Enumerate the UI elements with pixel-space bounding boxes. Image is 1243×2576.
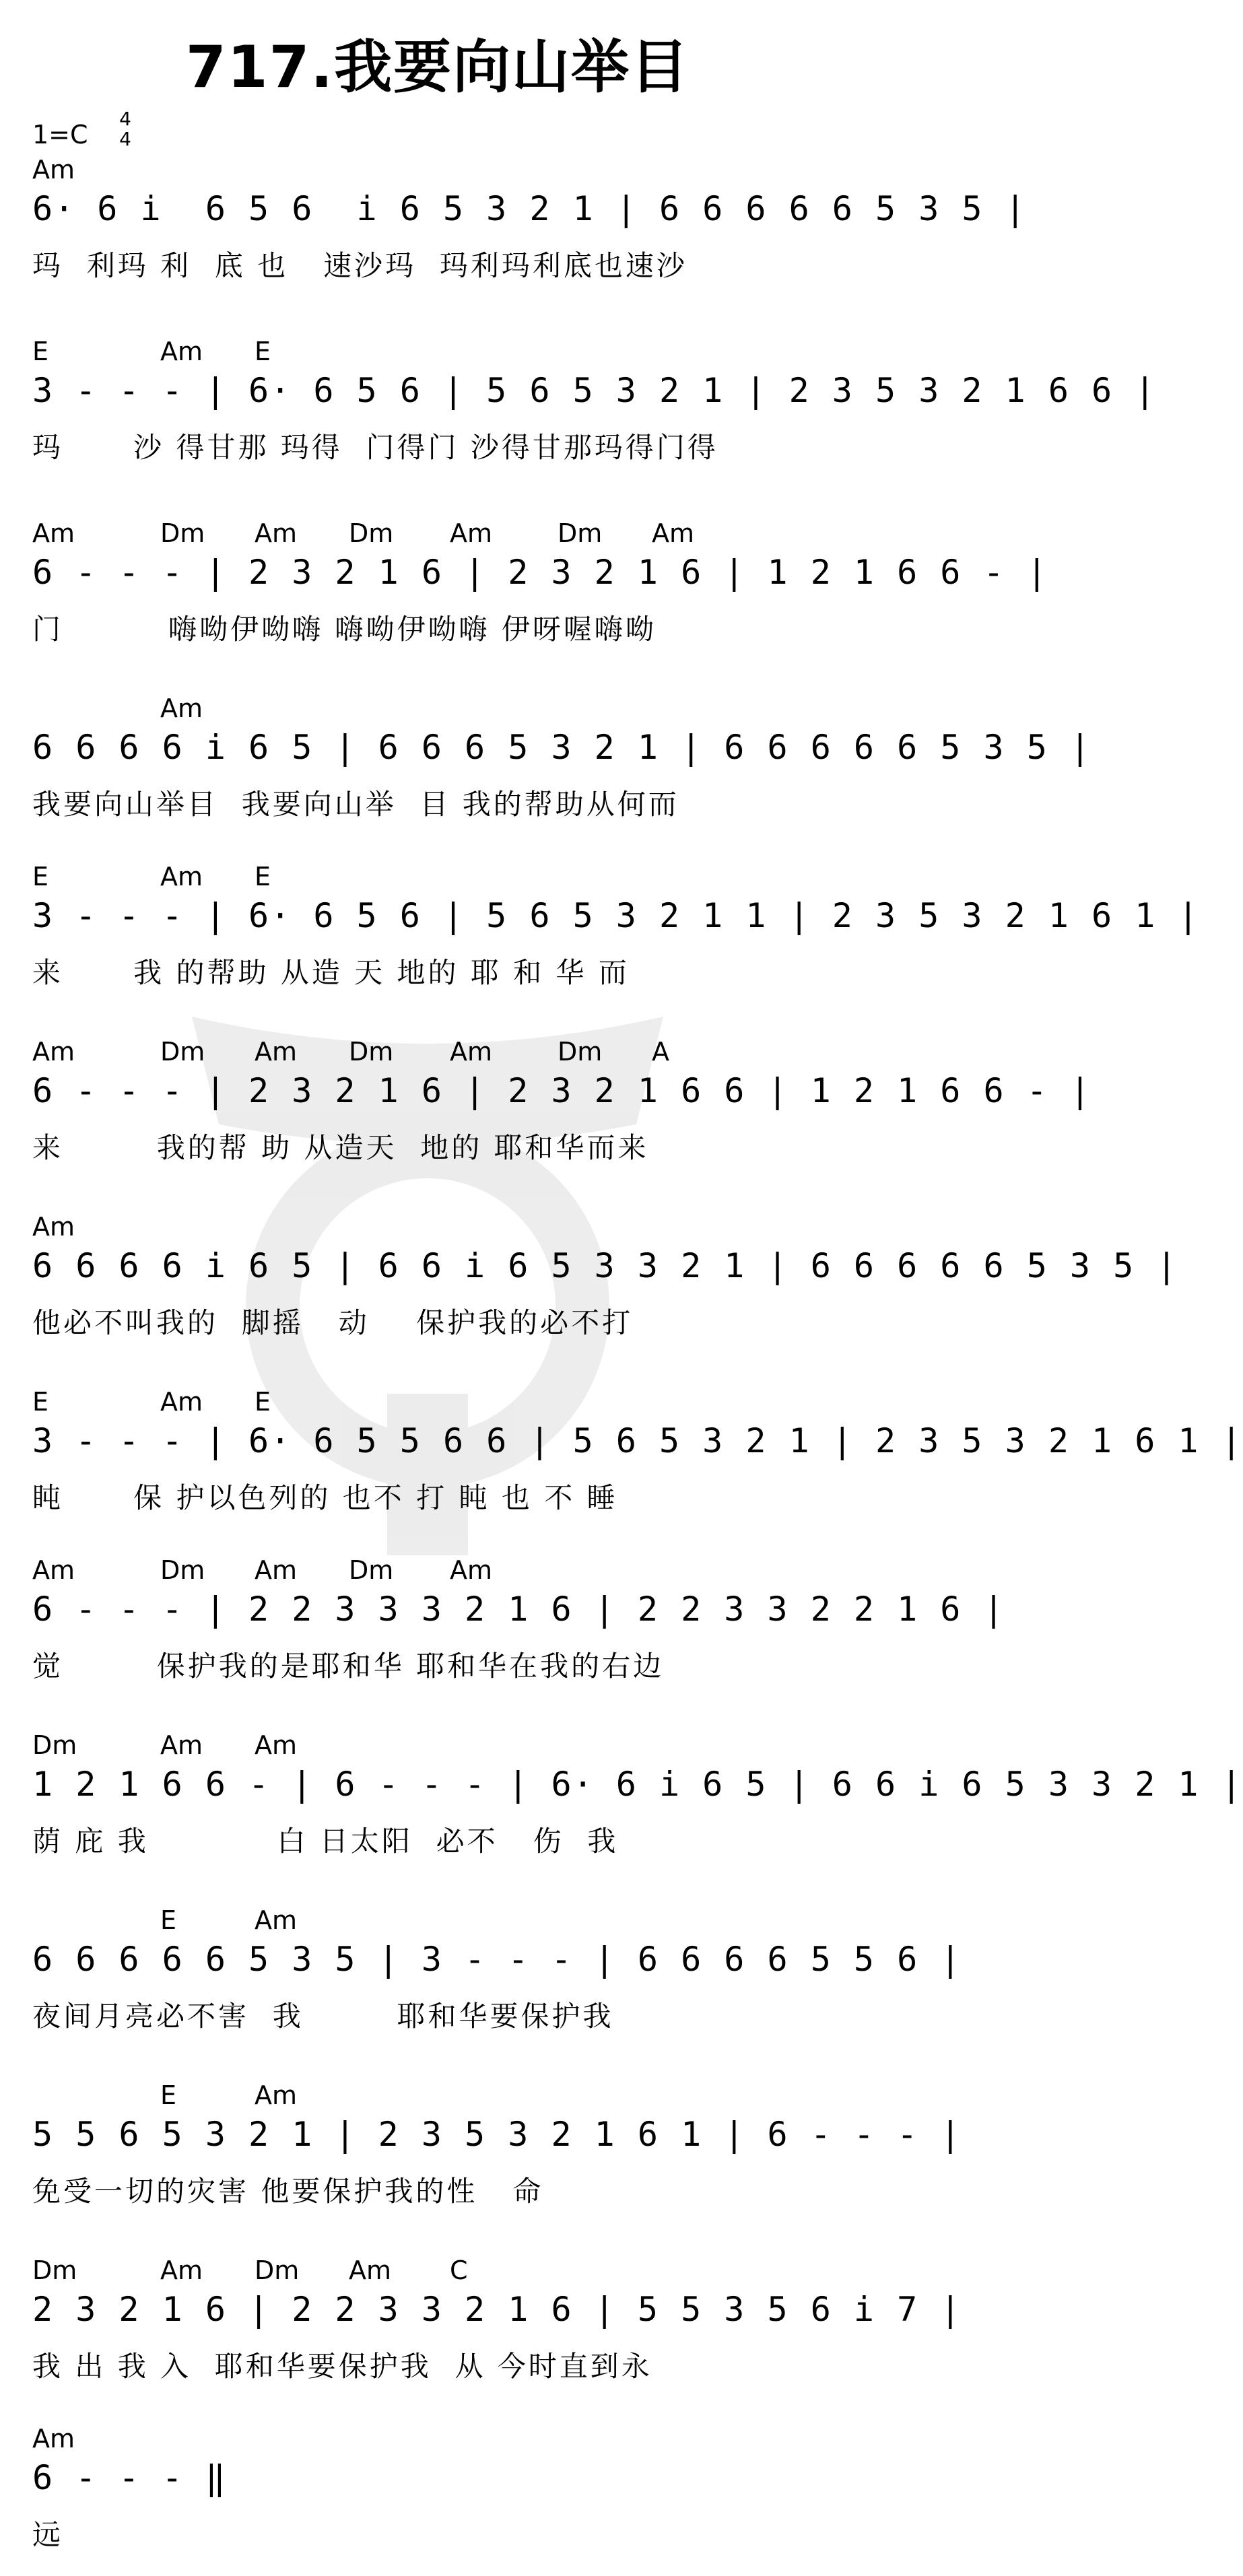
chord-symbol: Dm [349, 518, 394, 548]
chord-symbol: Am [32, 1212, 75, 1242]
chord-symbol: Am [652, 518, 695, 548]
score-system [32, 1212, 1178, 1341]
chord-row [32, 1555, 844, 1588]
chord-symbol: Dm [558, 1037, 603, 1066]
numbered-notes: 6 6 6 6 i 6 5 | 6 6 i 6 5 3 3 2 1 | 6 6 6 6 6 5 3 5 | [32, 1246, 1178, 1285]
chord-symbol: Am [32, 518, 75, 548]
chord-symbol: E [255, 862, 271, 891]
notation-row [32, 551, 1048, 594]
chord-symbol: Am [255, 1730, 298, 1760]
chord-symbol: E [255, 1387, 271, 1417]
chord-symbol: Dm [255, 2256, 300, 2285]
time-signature-top: 4 [119, 108, 131, 130]
score-system [32, 337, 1157, 466]
chord-symbol: Am [32, 2424, 75, 2453]
chord-symbol: Dm [32, 1730, 77, 1760]
numbered-notes: 1 2 1 6 6 - | 6 - - - | 6· 6 i 6 5 | 6 6 i 6 5 3 3 2 1 | [32, 1765, 1243, 1804]
chord-row [32, 693, 844, 726]
lyrics-line: 门 嗨呦伊呦嗨 嗨呦伊呦嗨 伊呀喔嗨呦 [32, 613, 657, 646]
notation-row [32, 726, 1092, 769]
numbered-notes: 3 - - - | 6· 6 5 6 | 5 6 5 3 2 1 1 | 2 3 5 3 2 1 6 1 | [32, 896, 1200, 935]
numbered-notes: 6 6 6 6 6 5 3 5 | 3 - - - | 6 6 6 6 5 5 6 | [32, 1940, 962, 1979]
lyrics-line: 盹 保 护以色列的 也不 打 盹 也 不 睡 [32, 1481, 618, 1514]
numbered-notes: 3 - - - | 6· 6 5 5 6 6 | 5 6 5 3 2 1 | 2 3 5 3 2 1 6 1 | [32, 1421, 1243, 1460]
chord-symbol: Am [255, 1037, 298, 1066]
score-system [32, 518, 1048, 648]
chord-symbol: Dm [32, 2256, 77, 2285]
lyrics-line: 免受一切的灾害 他要保护我的性 命 [32, 2175, 544, 2208]
notation-row [32, 2288, 962, 2331]
chord-symbol: E [255, 337, 271, 366]
notation-row [32, 1419, 1243, 1462]
chord-symbol: Am [255, 518, 298, 548]
time-signature-bottom: 4 [119, 128, 131, 150]
chord-symbol: Dm [349, 1555, 394, 1585]
chord-symbol: Am [160, 862, 203, 891]
chord-symbol: Am [160, 337, 203, 366]
chord-symbol: Dm [558, 518, 603, 548]
notation-row [32, 2113, 962, 2156]
lyrics-line: 他必不叫我的 脚摇 动 保护我的必不打 [32, 1306, 634, 1339]
numbered-notes: 6 - - - | 2 3 2 1 6 | 2 3 2 1 6 | 1 2 1 6 6 - | [32, 553, 1048, 592]
chord-symbol: E [160, 2080, 177, 2110]
numbered-notes: 6 - - - | 2 3 2 1 6 | 2 3 2 1 6 6 | 1 2 1 6 6 - | [32, 1071, 1092, 1110]
score-system [32, 2080, 962, 2210]
chord-row [32, 337, 844, 369]
chord-symbol: Dm [160, 1037, 205, 1066]
lyrics-line: 夜间月亮必不害 我 耶和华要保护我 [32, 2000, 614, 2033]
notation-row [32, 369, 1157, 412]
chord-row [32, 1730, 844, 1763]
chord-symbol: Am [160, 2256, 203, 2285]
chord-symbol: Am [32, 1037, 75, 1066]
lyrics-line: 我要向山举目 我要向山举 目 我的帮助从何而 [32, 788, 679, 821]
chord-symbol: Am [450, 1037, 493, 1066]
chord-symbol: A [652, 1037, 669, 1066]
score-system [32, 1730, 1243, 1860]
lyrics-line: 玛 沙 得甘那 玛得 门得门 沙得甘那玛得门得 [32, 431, 718, 464]
score-system [32, 2256, 962, 2385]
notation-row [32, 1938, 962, 1981]
numbered-notes: 6 6 6 6 i 6 5 | 6 6 6 5 3 2 1 | 6 6 6 6 6 5 3 5 | [32, 728, 1092, 767]
chord-row [32, 1212, 844, 1244]
notation-row [32, 1244, 1178, 1287]
chord-row [32, 2256, 844, 2288]
score-system [32, 2424, 844, 2553]
lyrics-line: 觉 保护我的是耶和华 耶和华在我的右边 [32, 1650, 665, 1683]
chord-symbol: Am [450, 518, 493, 548]
lyrics-line: 来 我 的帮助 从造 天 地的 耶 和 华 而 [32, 956, 630, 989]
lyrics-line: 荫 庇 我 白 日太阳 必不 伤 我 [32, 1825, 619, 1858]
chord-row [32, 1905, 844, 1938]
lyrics-line: 我 出 我 入 耶和华要保护我 从 今时直到永 [32, 2350, 652, 2383]
notation-row [32, 1763, 1243, 1806]
chord-row [32, 155, 844, 187]
numbered-notes: 3 - - - | 6· 6 5 6 | 5 6 5 3 2 1 | 2 3 5 3 2 1 6 6 | [32, 371, 1157, 410]
numbered-notes: 5 5 6 5 3 2 1 | 2 3 5 3 2 1 6 1 | 6 - - - | [32, 2115, 962, 2154]
numbered-notes: 6 - - - | 2 2 3 3 3 2 1 6 | 2 2 3 3 2 2 1 6 | [32, 1590, 1005, 1629]
chord-symbol: Am [160, 1387, 203, 1417]
chord-symbol: E [160, 1905, 177, 1935]
lyrics-line: 来 我的帮 助 从造天 地的 耶和华而来 [32, 1131, 649, 1164]
chord-row [32, 862, 844, 894]
notation-row [32, 894, 1200, 937]
chord-symbol: Am [32, 1555, 75, 1585]
score-system [32, 1905, 962, 2035]
numbered-notes: 6· 6 i 6 5 6 i 6 5 3 2 1 | 6 6 6 6 6 5 3 5 | [32, 189, 1027, 228]
notation-row [32, 187, 1027, 230]
score-system [32, 155, 1027, 284]
chord-symbol: Dm [160, 518, 205, 548]
song-title: 717.我要向山举目 [185, 34, 690, 101]
score-system [32, 1387, 1243, 1516]
chord-symbol: Am [160, 693, 203, 723]
chord-symbol: Dm [349, 1037, 394, 1066]
key-signature: 1=C [32, 120, 88, 149]
chord-symbol: Am [32, 155, 75, 184]
chord-row [32, 1387, 844, 1419]
score-system [32, 1555, 1005, 1685]
chord-symbol: E [32, 1387, 49, 1417]
chord-symbol: Dm [160, 1555, 205, 1585]
numbered-notes: 2 3 2 1 6 | 2 2 3 3 2 1 6 | 5 5 3 5 6 i 7 | [32, 2290, 962, 2329]
chord-row [32, 2424, 844, 2456]
score-system [32, 693, 1092, 823]
chord-symbol: Am [255, 1905, 298, 1935]
chord-row [32, 2080, 844, 2113]
time-signature [112, 109, 139, 149]
chord-symbol: Am [450, 1555, 493, 1585]
notation-row [32, 2456, 844, 2499]
chord-symbol: E [32, 862, 49, 891]
notation-row [32, 1588, 1005, 1631]
numbered-notes: 6 - - - ‖ [32, 2458, 227, 2497]
chord-symbol: Am [349, 2256, 392, 2285]
chord-symbol: C [450, 2256, 468, 2285]
chord-symbol: Am [255, 1555, 298, 1585]
lyrics-line: 玛 利玛 利 底 也 速沙玛 玛利玛利底也速沙 [32, 249, 687, 282]
lyrics-line: 远 [32, 2518, 64, 2551]
chord-row [32, 518, 844, 551]
chord-row [32, 1037, 844, 1069]
score-system [32, 1037, 1092, 1166]
chord-symbol: Am [255, 2080, 298, 2110]
chord-symbol: E [32, 337, 49, 366]
chord-symbol: Am [160, 1730, 203, 1760]
notation-row [32, 1069, 1092, 1112]
score-system [32, 862, 1200, 991]
